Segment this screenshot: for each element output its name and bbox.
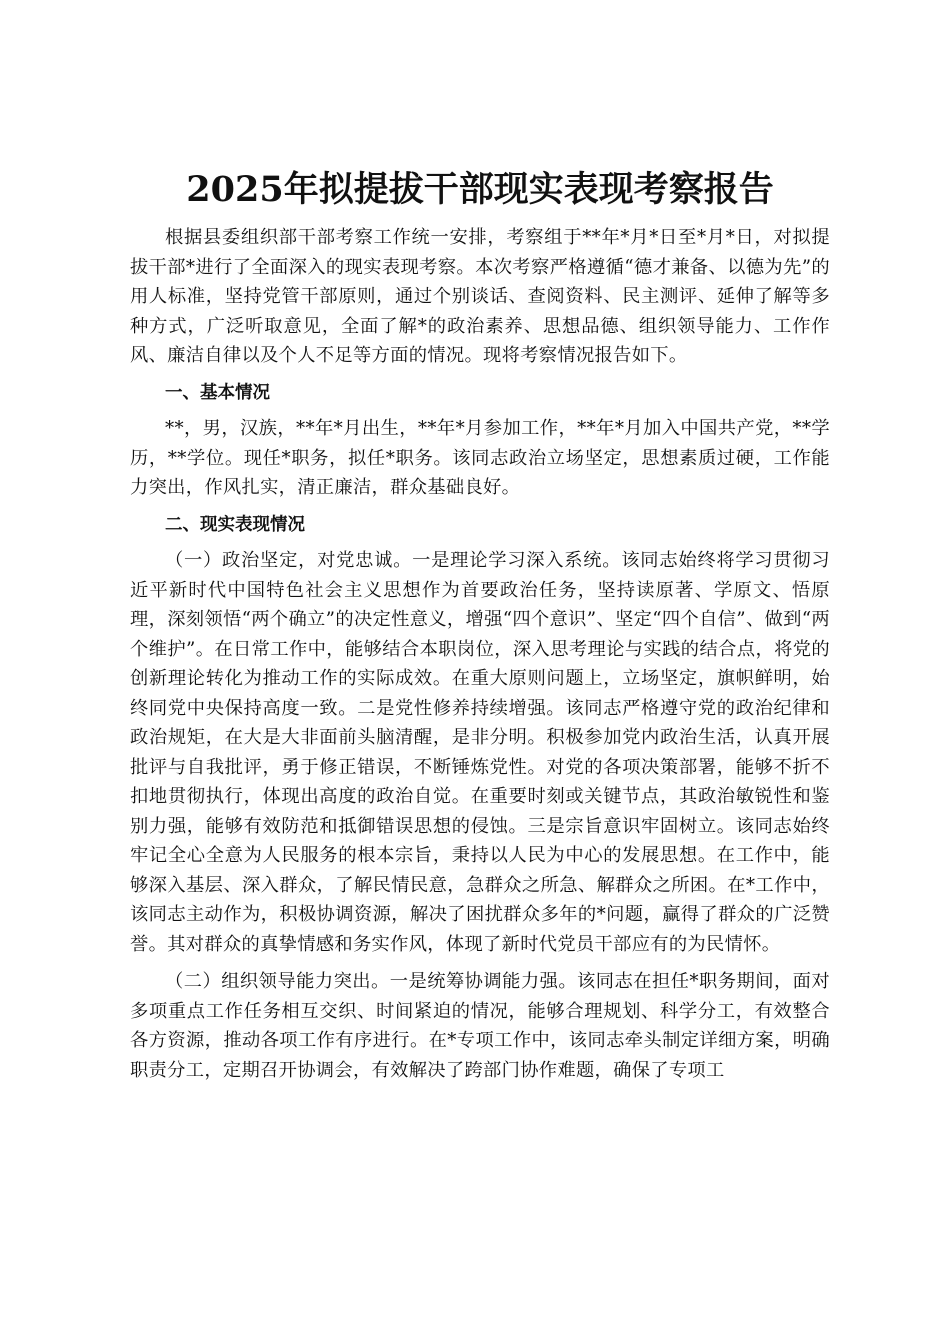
document-page <box>130 168 830 1085</box>
basic-info-paragraph: **，男，汉族，**年*月出生，**年*月参加工作，**年*月加入中国共产党，**学历，**学位。现任*职务，拟任*职务。该同志政治立场坚定，思想素质过硬，工作能力突出，作风扎实，清正廉洁，群众基础良好。 <box>130 418 830 498</box>
page-title: 2025年拟提拔干部现实表现考察报告 <box>186 169 774 210</box>
intro-paragraph: 根据县委组织部干部考察工作统一安排，考察组于**年*月*日至*月*日，对拟提拔干部*进行了全面深入的现实表现考察。本次考察严格遵循“德才兼备、以德为先”的用人标准，坚持党管干部原则，通过个别谈话、查阅资料、民主测评、延伸了解等多种方式，广泛听取意见，全面了解*的政治素养、思想品德、组织领导能力、工作作风、廉洁自律以及个人不足等方面的情况。现将考察情况报告如下。 <box>130 227 830 366</box>
section-heading-performance: 二、现实表现情况 <box>165 514 305 535</box>
performance-paragraph-political: （一）政治坚定，对党忠诚。一是理论学习深入系统。该同志始终将学习贯彻习近平新时代中国特色社会主义思想作为首要政治任务，坚持读原著、学原文、悟原理，深刻领悟“两个确立”的决定性意义，增强“四个意识”、坚定“四个自信”、做到“两个维护”。在日常工作中，能够结合本职岗位，深入思考理论与实践的结合点，将党的创新理论转化为推动工作的实际成效。在重大原则问题上，立场坚定，旗帜鲜明，始终同党中央保持高度一致。二是党性修养持续增强。该同志严格遵守党的政治纪律和政治规矩，在大是大非面前头脑清醒，是非分明。积极参加党内政治生活，认真开展批评与自我批评，勇于修正错误，不断锤炼党性。对党的各项决策部署，能够不折不扣地贯彻执行，体现出高度的政治自觉。在重要时刻或关键节点，其政治敏锐性和鉴别力强，能够有效防范和抵御错误思想的侵蚀。三是宗旨意识牢固树立。该同志始终牢记全心全意为人民服务的根本宗旨，秉持以人民为中心的发展思想。在工作中，能够深入基层、深入群众，了解民情民意，急群众之所急、解群众之所困。在*工作中，该同志主动作为，积极协调资源，解决了困扰群众多年的*问题，赢得了群众的广泛赞誉。其对群众的真挚情感和务实作风，体现了新时代党员干部应有的为民情怀。 <box>130 550 830 955</box>
section-heading-basic-info: 一、基本情况 <box>165 382 270 403</box>
performance-paragraph-leadership: （二）组织领导能力突出。一是统筹协调能力强。该同志在担任*职务期间，面对多项重点工作任务相互交织、时间紧迫的情况，能够合理规划、科学分工，有效整合各方资源，推动各项工作有序进行。在*专项工作中，该同志牵头制定详细方案，明确职责分工，定期召开协调会，有效解决了跨部门协作难题，确保了专项工 <box>130 971 830 1081</box>
